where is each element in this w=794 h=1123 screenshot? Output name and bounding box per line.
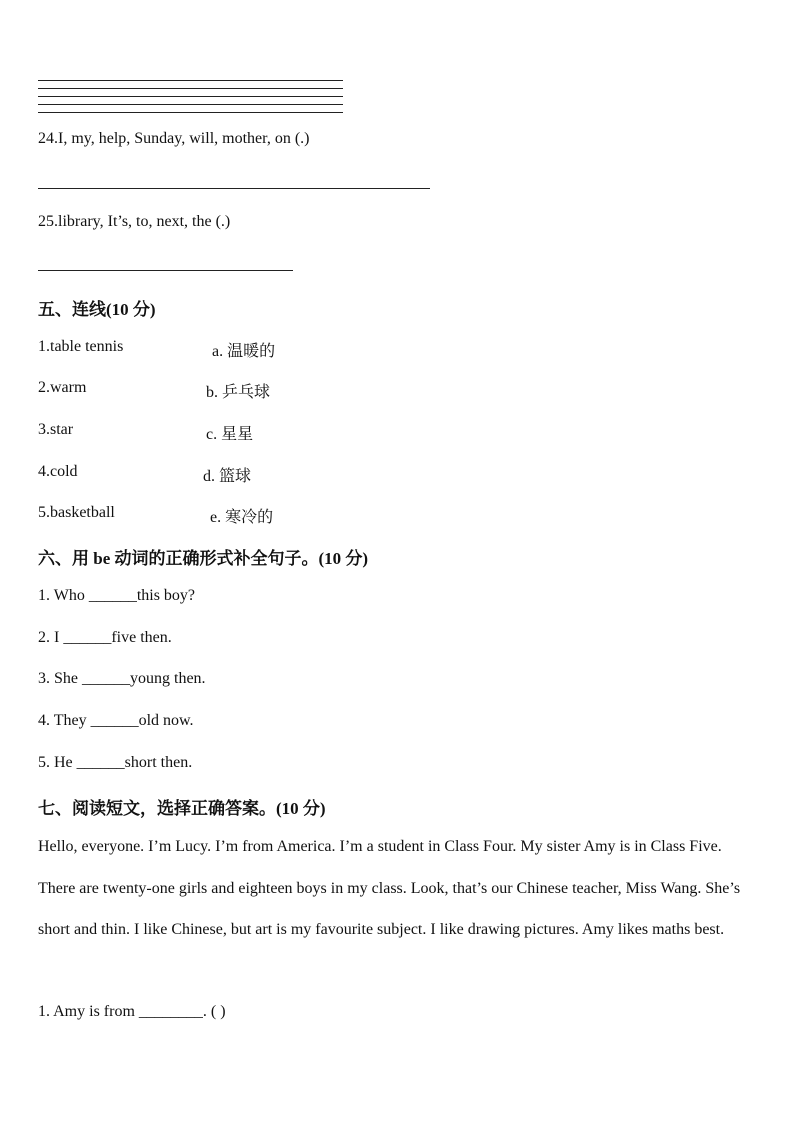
answer-line: [38, 270, 293, 271]
answer-line: [38, 188, 430, 189]
fill-in-item: 4. They ______old now.: [38, 712, 194, 729]
match-left-item: 1.table tennis: [38, 338, 124, 355]
section-6-title: 六、用 be 动词的正确形式补全句子。(10 分): [38, 549, 369, 568]
match-right-item: a. 温暖的: [212, 343, 276, 360]
match-right-item: d. 篮球: [203, 468, 252, 485]
match-left-item: 5.basketball: [38, 504, 115, 521]
question-25: 25.library, It’s, to, next, the (.): [38, 213, 231, 230]
section-7-title: 七、阅读短文，选择正确答案。(10 分): [38, 799, 326, 818]
match-left-item: 2.warm: [38, 379, 87, 396]
match-right-item: b. 乒乓球: [206, 384, 271, 401]
match-right-item: c. 星星: [206, 426, 254, 443]
reading-passage: Hello, everyone. I’m Lucy. I’m from America. I’m a student in Class Four. My sister Amy is in Class Five. There are twenty-one girls and eighteen boys in my class. Look, that’s our Chinese teacher, Miss Wang. She’s short and thin. I like Chinese, but art is my favourite subject. I like drawing pictures. Amy likes maths best.: [38, 838, 741, 938]
question-24: 24.I, my, help, Sunday, will, mother, on (.): [38, 130, 310, 147]
fill-in-item: 1. Who ______this boy?: [38, 587, 196, 604]
match-right-item: e. 寒冷的: [210, 509, 274, 526]
fill-in-item: 3. She ______young then.: [38, 670, 206, 687]
answer-line: [38, 104, 343, 105]
section-5-title: 五、连线(10 分): [38, 300, 156, 319]
reading-question-1: 1. Amy is from ________. ( ): [38, 1003, 226, 1020]
answer-line: [38, 88, 343, 89]
match-left-item: 4.cold: [38, 463, 78, 480]
match-left-item: 3.star: [38, 421, 74, 438]
fill-in-item: 5. He ______short then.: [38, 754, 193, 771]
answer-line: [38, 112, 343, 113]
answer-line: [38, 96, 343, 97]
answer-line: [38, 80, 343, 81]
fill-in-item: 2. I ______five then.: [38, 629, 172, 646]
